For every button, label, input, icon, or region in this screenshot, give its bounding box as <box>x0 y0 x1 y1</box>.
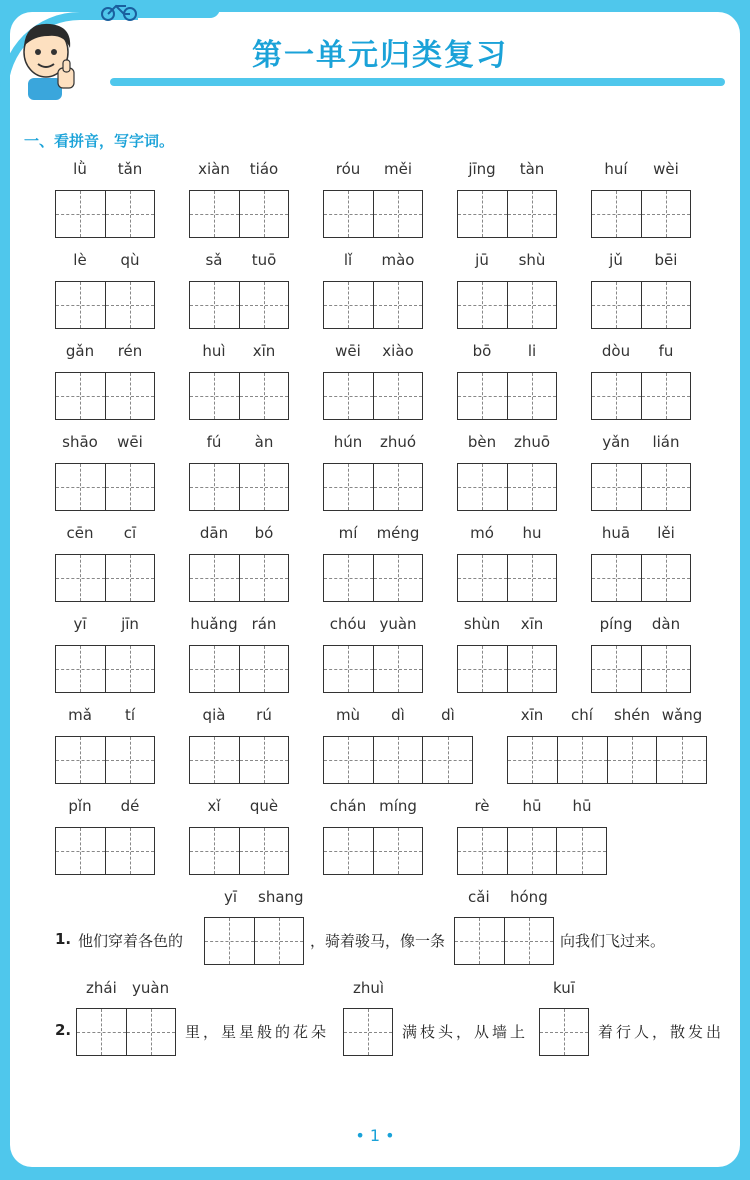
writing-box[interactable] <box>457 827 607 875</box>
pinyin-label: rán <box>251 615 277 633</box>
writing-box[interactable] <box>55 190 155 238</box>
writing-cell[interactable] <box>642 646 691 692</box>
writing-box[interactable] <box>457 645 557 693</box>
writing-cell[interactable] <box>240 555 289 601</box>
writing-cell[interactable] <box>374 373 423 419</box>
writing-cell[interactable] <box>56 464 106 510</box>
writing-cell[interactable] <box>240 373 289 419</box>
writing-cell[interactable] <box>324 828 374 874</box>
pinyin-label: píng <box>599 615 633 633</box>
writing-cell[interactable] <box>56 828 106 874</box>
pinyin-label: chóu <box>329 615 367 633</box>
writing-cell[interactable] <box>190 282 240 328</box>
writing-cell[interactable] <box>557 828 606 874</box>
writing-box[interactable] <box>591 281 691 329</box>
writing-box[interactable] <box>189 827 289 875</box>
pinyin-label: wèi <box>653 160 679 178</box>
writing-box[interactable] <box>457 281 557 329</box>
writing-cell[interactable] <box>56 282 106 328</box>
writing-cell[interactable] <box>190 191 240 237</box>
section-heading: 一、看拼音，写字词。 <box>24 132 175 150</box>
writing-box[interactable] <box>323 736 473 784</box>
sentence-text: 满枝头，从墙上 <box>402 1023 529 1041</box>
pinyin-label: shang <box>258 888 304 906</box>
pinyin-label: rén <box>117 342 143 360</box>
pinyin-label: dì <box>391 706 405 724</box>
writing-cell[interactable] <box>374 555 423 601</box>
pinyin-label: fú <box>206 433 222 451</box>
pinyin-label: dé <box>120 797 140 815</box>
writing-cell[interactable] <box>508 191 557 237</box>
writing-box[interactable] <box>591 645 691 693</box>
pinyin-label: huí <box>604 160 628 178</box>
pinyin-label: hu <box>522 524 542 542</box>
writing-box[interactable] <box>591 463 691 511</box>
pinyin-label: pǐn <box>68 797 92 815</box>
pinyin-label: zhái <box>86 979 117 997</box>
pinyin-label: cī <box>123 524 137 542</box>
writing-cell[interactable] <box>458 828 508 874</box>
pinyin-label: bó <box>254 524 274 542</box>
pinyin-label: dòu <box>601 342 631 360</box>
pinyin-label: tiáo <box>249 160 279 178</box>
pinyin-label: yuàn <box>132 979 170 997</box>
writing-cell[interactable] <box>106 646 155 692</box>
pinyin-label: xiàn <box>198 160 230 178</box>
pinyin-label: zhuó <box>379 433 417 451</box>
pinyin-label: mǎ <box>68 706 92 724</box>
writing-cell[interactable] <box>190 828 240 874</box>
writing-cell[interactable] <box>423 737 472 783</box>
writing-cell[interactable] <box>508 282 557 328</box>
writing-cell[interactable] <box>324 373 374 419</box>
pinyin-label: shùn <box>463 615 501 633</box>
pinyin-label: hóng <box>510 888 548 906</box>
pinyin-label: jīng <box>468 160 496 178</box>
pinyin-label: lěi <box>657 524 675 542</box>
writing-cell[interactable] <box>508 737 558 783</box>
writing-cell[interactable] <box>106 737 155 783</box>
writing-box[interactable] <box>591 554 691 602</box>
writing-box[interactable] <box>457 463 557 511</box>
pinyin-label: lián <box>652 433 680 451</box>
pinyin-label: yuàn <box>379 615 417 633</box>
writing-box[interactable] <box>189 645 289 693</box>
writing-cell[interactable] <box>190 646 240 692</box>
writing-cell[interactable] <box>458 464 508 510</box>
writing-box[interactable] <box>55 372 155 420</box>
pinyin-label: yī <box>224 888 238 906</box>
writing-cell[interactable] <box>608 737 658 783</box>
sentence-text: 里，星星般的花朵 <box>185 1023 330 1041</box>
pinyin-label: xǐ <box>207 797 221 815</box>
writing-box[interactable] <box>457 372 557 420</box>
pinyin-label: méng <box>376 524 420 542</box>
writing-cell[interactable] <box>374 282 423 328</box>
pinyin-label: chí <box>571 706 593 724</box>
writing-box[interactable] <box>189 554 289 602</box>
pinyin-label: dān <box>199 524 229 542</box>
writing-cell[interactable] <box>374 646 423 692</box>
pinyin-label: huì <box>202 342 226 360</box>
pinyin-label: dàn <box>651 615 681 633</box>
pinyin-label: hū <box>572 797 592 815</box>
writing-cell[interactable] <box>56 191 106 237</box>
pinyin-label: bēi <box>654 251 678 269</box>
writing-cell[interactable] <box>592 646 642 692</box>
writing-cell[interactable] <box>324 282 374 328</box>
writing-box[interactable] <box>189 372 289 420</box>
pinyin-label: bèn <box>467 433 497 451</box>
pinyin-label: kuī <box>553 979 575 997</box>
writing-cell[interactable] <box>642 191 691 237</box>
writing-box[interactable] <box>323 554 423 602</box>
pinyin-label: mào <box>381 251 415 269</box>
pinyin-label: xīn <box>252 342 276 360</box>
writing-cell[interactable] <box>106 828 155 874</box>
writing-cell[interactable] <box>592 464 642 510</box>
pinyin-label: xīn <box>520 706 544 724</box>
pinyin-label: míng <box>379 797 417 815</box>
writing-cell[interactable] <box>324 191 374 237</box>
sentence-text: 向我们飞过来。 <box>560 932 666 950</box>
writing-cell[interactable] <box>56 373 106 419</box>
writing-box[interactable] <box>454 917 554 965</box>
writing-cell[interactable] <box>458 373 508 419</box>
writing-cell[interactable] <box>374 191 423 237</box>
pinyin-label: qù <box>120 251 140 269</box>
writing-cell[interactable] <box>56 646 106 692</box>
writing-cell[interactable] <box>458 646 508 692</box>
pinyin-label: li <box>527 342 537 360</box>
pinyin-label: yǎn <box>602 433 630 451</box>
pinyin-label: cēn <box>66 524 94 542</box>
pinyin-label: dì <box>441 706 455 724</box>
writing-box[interactable] <box>323 281 423 329</box>
pinyin-label: róu <box>335 160 361 178</box>
writing-cell[interactable] <box>106 282 155 328</box>
writing-cell[interactable] <box>374 737 424 783</box>
writing-cell[interactable] <box>558 737 608 783</box>
writing-cell[interactable] <box>190 464 240 510</box>
title-underline-bar <box>110 78 725 86</box>
writing-box[interactable] <box>76 1008 176 1056</box>
writing-box[interactable] <box>55 463 155 511</box>
pinyin-label: hū <box>522 797 542 815</box>
writing-box[interactable] <box>189 736 289 784</box>
pinyin-label: huā <box>601 524 631 542</box>
pinyin-label: tuō <box>251 251 277 269</box>
pinyin-label: lè <box>73 251 87 269</box>
writing-cell[interactable] <box>190 373 240 419</box>
writing-box[interactable] <box>539 1008 589 1056</box>
writing-box[interactable] <box>55 645 155 693</box>
writing-box[interactable] <box>55 827 155 875</box>
pinyin-label: mù <box>335 706 361 724</box>
writing-cell[interactable] <box>240 737 289 783</box>
pinyin-label: měi <box>383 160 413 178</box>
pinyin-label: gǎn <box>65 342 95 360</box>
sentence-text: ，骑着骏马，像一条 <box>310 932 446 950</box>
writing-box[interactable] <box>507 736 707 784</box>
pinyin-label: mó <box>470 524 494 542</box>
writing-box[interactable] <box>55 281 155 329</box>
sentence-text: 着行人，散发出 <box>598 1023 725 1041</box>
writing-cell[interactable] <box>106 191 155 237</box>
writing-box[interactable] <box>591 372 691 420</box>
writing-cell[interactable] <box>106 373 155 419</box>
writing-cell[interactable] <box>458 191 508 237</box>
pinyin-label: lǜ <box>73 160 87 178</box>
writing-cell[interactable] <box>240 191 289 237</box>
writing-cell[interactable] <box>240 646 289 692</box>
pinyin-label: rú <box>256 706 272 724</box>
writing-cell[interactable] <box>56 737 106 783</box>
writing-cell[interactable] <box>642 555 691 601</box>
writing-cell[interactable] <box>240 282 289 328</box>
pinyin-label: shù <box>518 251 546 269</box>
pinyin-label: jīn <box>121 615 139 633</box>
writing-cell[interactable] <box>592 191 642 237</box>
pinyin-label: cǎi <box>468 888 490 906</box>
sentence-number: 1. <box>55 930 72 948</box>
writing-box[interactable] <box>204 917 304 965</box>
pinyin-label: shāo <box>62 433 98 451</box>
writing-box[interactable] <box>323 463 423 511</box>
pinyin-label: xiào <box>382 342 414 360</box>
writing-cell[interactable] <box>324 646 374 692</box>
writing-cell[interactable] <box>458 282 508 328</box>
page-number: • 1 • <box>355 1126 395 1145</box>
writing-cell[interactable] <box>592 282 642 328</box>
pinyin-label: wǎng <box>661 706 703 724</box>
writing-cell[interactable] <box>324 464 374 510</box>
pinyin-label: huǎng <box>190 615 238 633</box>
pinyin-label: jǔ <box>609 251 623 269</box>
writing-cell[interactable] <box>592 373 642 419</box>
writing-cell[interactable] <box>458 555 508 601</box>
writing-cell[interactable] <box>508 828 558 874</box>
writing-cell[interactable] <box>56 555 106 601</box>
writing-box[interactable] <box>189 463 289 511</box>
pinyin-label: xīn <box>520 615 544 633</box>
pinyin-label: què <box>249 797 279 815</box>
pinyin-label: tàn <box>519 160 545 178</box>
pinyin-label: zhuō <box>513 433 551 451</box>
writing-box[interactable] <box>323 827 423 875</box>
writing-cell[interactable] <box>508 464 557 510</box>
writing-cell[interactable] <box>508 646 557 692</box>
writing-cell[interactable] <box>508 555 557 601</box>
writing-cell[interactable] <box>190 555 240 601</box>
bicycle-icon <box>100 2 140 22</box>
pinyin-label: tǎn <box>117 160 143 178</box>
pinyin-label: hún <box>333 433 363 451</box>
pinyin-label: lǐ <box>343 251 353 269</box>
sentence-number: 2. <box>55 1021 72 1039</box>
pinyin-label: fu <box>658 342 674 360</box>
writing-box[interactable] <box>323 372 423 420</box>
writing-box[interactable] <box>323 190 423 238</box>
writing-box[interactable] <box>189 190 289 238</box>
writing-box[interactable] <box>189 281 289 329</box>
pinyin-label: tí <box>124 706 136 724</box>
sentence-text: 他们穿着各色的 <box>78 932 184 950</box>
writing-box[interactable] <box>55 736 155 784</box>
writing-cell[interactable] <box>190 737 240 783</box>
writing-box[interactable] <box>457 190 557 238</box>
writing-cell[interactable] <box>374 828 423 874</box>
writing-box[interactable] <box>343 1008 393 1056</box>
pinyin-label: qià <box>202 706 226 724</box>
writing-box[interactable] <box>457 554 557 602</box>
writing-cell[interactable] <box>324 737 374 783</box>
writing-box[interactable] <box>323 645 423 693</box>
writing-box[interactable] <box>55 554 155 602</box>
pinyin-label: sǎ <box>205 251 223 269</box>
pinyin-label: wēi <box>117 433 143 451</box>
writing-cell[interactable] <box>508 373 557 419</box>
writing-cell[interactable] <box>324 555 374 601</box>
writing-cell[interactable] <box>642 464 691 510</box>
pinyin-label: zhuì <box>353 979 385 997</box>
writing-cell[interactable] <box>642 373 691 419</box>
writing-box[interactable] <box>591 190 691 238</box>
pinyin-label: jū <box>475 251 489 269</box>
thumbs-up-boy-illustration <box>14 16 84 100</box>
page-title: 第一单元归类复习 <box>252 38 508 73</box>
writing-cell[interactable] <box>240 464 289 510</box>
pinyin-label: yī <box>73 615 87 633</box>
writing-cell[interactable] <box>592 555 642 601</box>
writing-cell[interactable] <box>642 282 691 328</box>
pinyin-label: wēi <box>335 342 361 360</box>
writing-cell[interactable] <box>374 464 423 510</box>
pinyin-label: bō <box>472 342 492 360</box>
pinyin-label: chán <box>329 797 367 815</box>
pinyin-label: mí <box>338 524 358 542</box>
writing-cell[interactable] <box>106 555 155 601</box>
pinyin-label: rè <box>474 797 490 815</box>
pinyin-label: shén <box>613 706 651 724</box>
pinyin-label: àn <box>254 433 274 451</box>
writing-cell[interactable] <box>657 737 706 783</box>
writing-cell[interactable] <box>240 828 289 874</box>
writing-cell[interactable] <box>106 464 155 510</box>
